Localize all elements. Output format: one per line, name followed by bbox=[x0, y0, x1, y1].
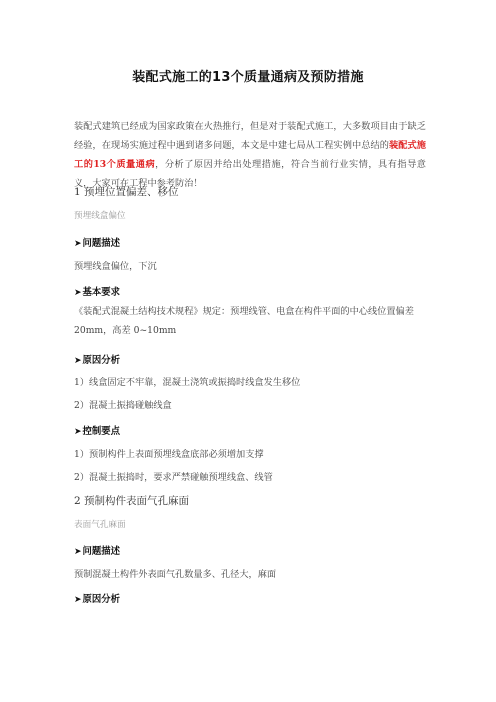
section-heading: 2 预制构件表面气孔麻面 bbox=[74, 495, 190, 507]
document-title: 装配式施工的13个质量通病及预防措施 bbox=[132, 70, 364, 85]
arrow-icon: ➤ bbox=[74, 356, 82, 366]
arrow-icon: ➤ bbox=[74, 547, 82, 557]
arrow-icon: ➤ bbox=[74, 288, 82, 298]
control-heading bbox=[74, 423, 120, 437]
problem-text: 预埋线盒偏位，下沉 bbox=[74, 261, 157, 272]
cause-heading bbox=[74, 591, 120, 605]
list-item: 1）线盒固定不牢靠，混凝土浇筑或振捣时线盒发生移位 bbox=[74, 377, 301, 388]
heading-label: 原因分析 bbox=[82, 355, 121, 366]
requirement-text: 《装配式混凝土结构技术规程》规定：预埋线管、电盒在构件平面的中心线位置偏差 20mm，高差 0~10mm bbox=[74, 306, 414, 336]
problem-heading bbox=[74, 543, 120, 557]
section-subheading: 预埋线盒偏位 bbox=[74, 211, 126, 221]
problem-heading bbox=[74, 235, 120, 249]
section-heading: 1 预埋位置偏差、移位 bbox=[74, 186, 179, 198]
list-item: 2）混凝土振捣碰触线盒 bbox=[74, 400, 172, 411]
list-item: 1）预制构件上表面预埋线盒底部必须增加支撑 bbox=[74, 449, 264, 460]
intro-text-end: ，分析了原因并给出处理措施，符合当前行业实情，具有指导意义，大家可在工程中参考防治！ bbox=[74, 159, 426, 189]
heading-label: 问题描述 bbox=[82, 546, 121, 557]
problem-text: 预制混凝土构件外表面气孔数量多、孔径大，麻面 bbox=[74, 569, 277, 580]
heading-label: 原因分析 bbox=[82, 594, 121, 605]
arrow-icon: ➤ bbox=[74, 595, 82, 605]
heading-label: 问题描述 bbox=[82, 238, 121, 249]
requirement-heading bbox=[74, 284, 120, 298]
arrow-icon: ➤ bbox=[74, 427, 82, 437]
list-item: 2）混凝土振捣时，要求严禁碰触预埋线盒、线管 bbox=[74, 472, 273, 483]
arrow-icon: ➤ bbox=[74, 239, 82, 249]
intro-text: 装配式建筑已经成为国家政策在火热推行，但是对于装配式施工，大多数项目由于缺乏经验，在现场实施过程中遇到诸多问题，本文是中建七局从工程实例中总结的 bbox=[74, 121, 426, 151]
cause-heading bbox=[74, 352, 120, 366]
section-subheading: 表面气孔麻面 bbox=[74, 520, 126, 530]
heading-label: 基本要求 bbox=[82, 287, 121, 298]
intro-highlight: 装配式施工的13个质量通病 bbox=[74, 140, 426, 170]
intro-paragraph bbox=[74, 117, 426, 193]
heading-label: 控制要点 bbox=[82, 426, 121, 437]
